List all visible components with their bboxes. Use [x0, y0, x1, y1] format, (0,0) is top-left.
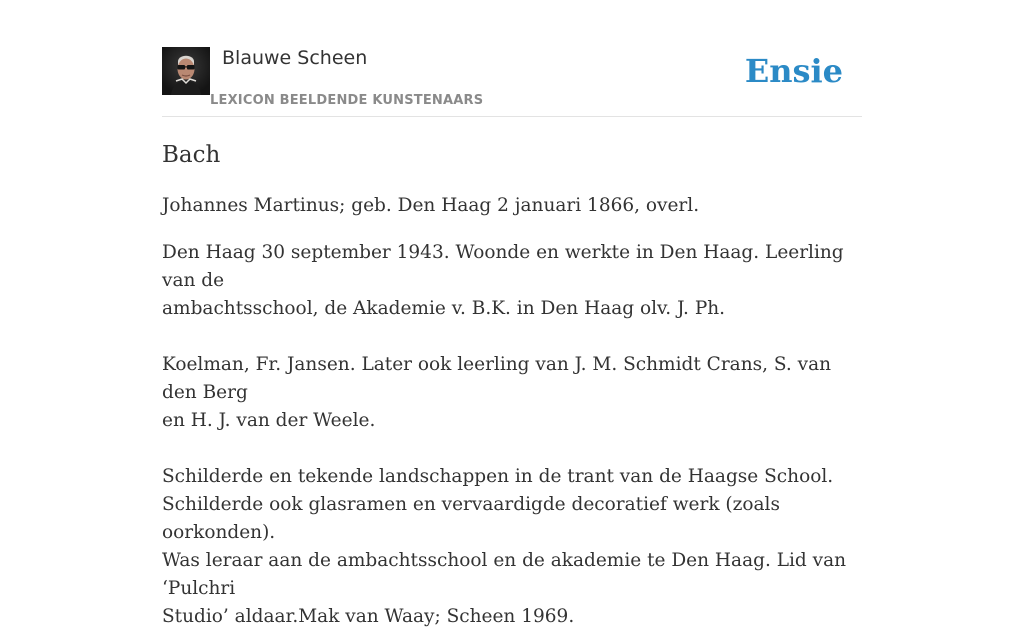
article-header: [162, 46, 862, 117]
page-title: Bach: [162, 142, 221, 168]
avatar-photo-icon: [162, 47, 210, 95]
article-paragraph-1: Johannes Martinus; geb. Den Haag 2 januari 1866, overl.: [162, 195, 700, 216]
article-body: [162, 192, 862, 631]
author-name[interactable]: Blauwe Scheen: [222, 47, 368, 69]
article-paragraph-2: Den Haag 30 september 1943. Woonde en werkte in Den Haag. Leerling van de ambachtsschool, de Akademie v. B.K. in Den Haag olv. J. Ph. Koelman, Fr. Jansen. Later ook leerling van J. M. Schmidt Crans, S. van den Berg en H. J. van der Weele. Schilderde en tekende landschappen in de trant van de Haagse School. Schilderde ook glasramen en vervaardigde decoratief werk (zoals oorkonden). Was leraar aan de ambachtsschool en de akademie te Den Haag. Lid van ‘Pulchri Studio’ aldaar.Mak van Waay; Scheen 1969.: [162, 242, 847, 627]
brand-logo[interactable]: Ensie: [744, 52, 843, 90]
avatar[interactable]: [162, 47, 210, 95]
category-label[interactable]: LEXICON BEELDENDE KUNSTENAARS: [210, 93, 484, 108]
